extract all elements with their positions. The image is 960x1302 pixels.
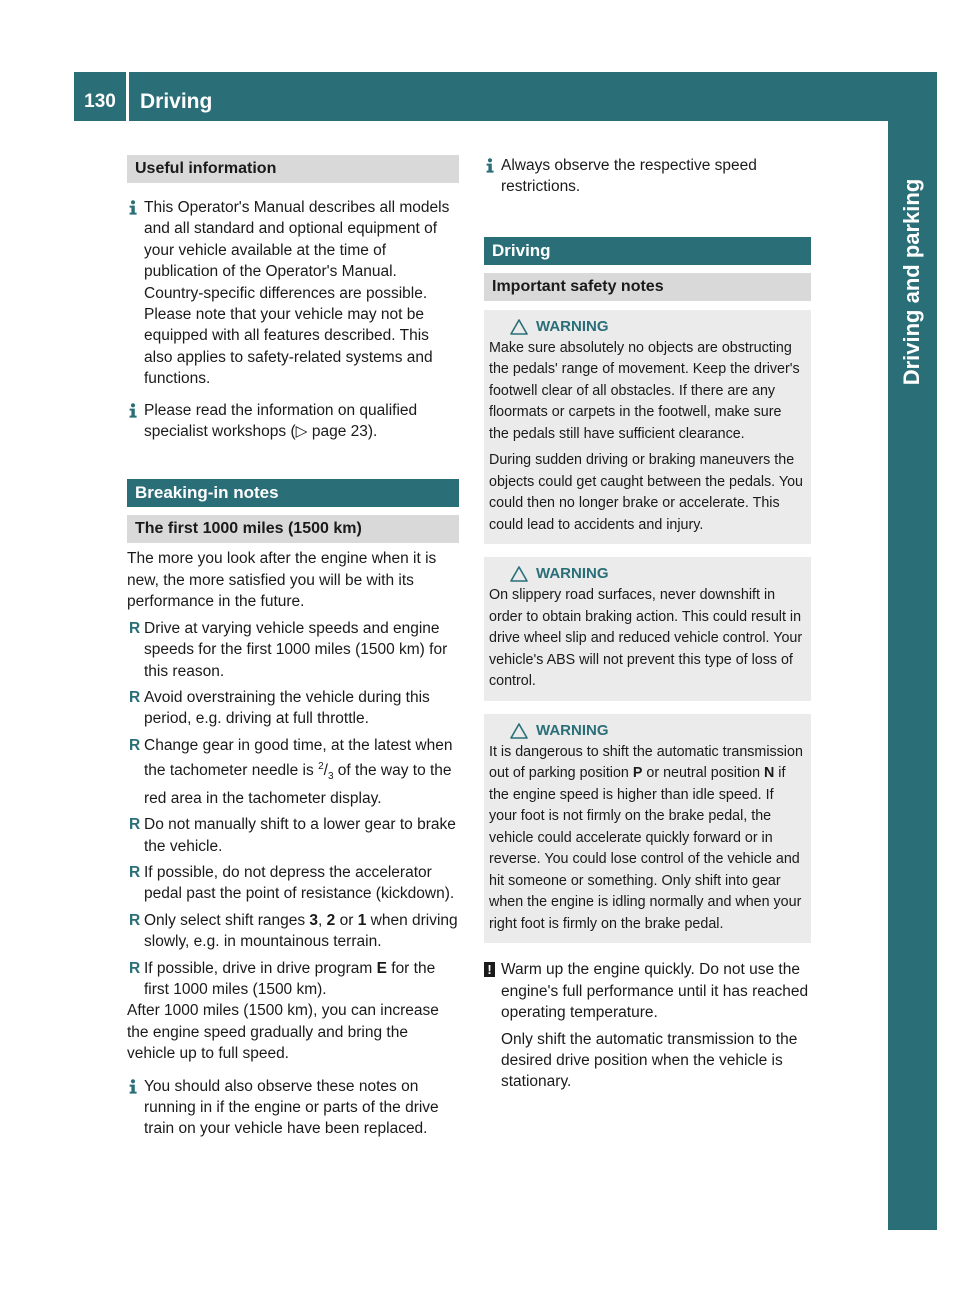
- warning-text: On slippery road surfaces, never downshift in order to obtain braking action. This could result in drive wheel slip and reduced vehicle control. Your vehicle's ABS will not prevent this type of loss of control.: [489, 587, 803, 690]
- breakin-intro: The more you look after the engine when it is new, the more satisfied you will be with its performance in the future.: [127, 550, 437, 611]
- breaking-in-heading: Breaking-in notes: [127, 479, 459, 507]
- warning-box-shifting: [484, 714, 811, 944]
- warning-box-pedals: [484, 310, 811, 545]
- list-item-text: If possible, do not depress the accelerator pedal past the point of resistance (kickdown).: [144, 864, 455, 903]
- warning-text: Make sure absolutely no objects are obstructing the pedals' range of movement. Keep the driver's footwell clear of all obstacles. If there are any floormats or carpets in the footwell, make sure the pedals still have sufficient clearance.: [489, 339, 800, 442]
- info-note-workshops-text: Please read the information on qualified specialist workshops (▷ page 23).: [144, 401, 418, 441]
- safety-notes-heading: Important safety notes: [484, 273, 811, 301]
- list-item-text: Avoid overstraining the vehicle during this period, e.g. driving at full throttle.: [144, 688, 430, 728]
- warning-triangle-icon: [510, 723, 528, 739]
- info-note-speed-text: Always observe the respective speed restrictions.: [501, 157, 757, 196]
- list-item: R Drive at varying vehicle speeds and engine speeds for the first 1000 miles (1500 km) for this reason.: [129, 619, 448, 680]
- list-item: R Only select shift ranges 3, 2 or 1 when driving slowly, e.g. in mountainous terrain.: [129, 911, 458, 951]
- notice-text: Warm up the engine quickly. Do not use the engine's full performance until it has reached operating temperature.: [501, 961, 809, 1022]
- warning-label: WARNING: [536, 565, 609, 583]
- info-note-replaced-parts-text: You should also observe these notes on running in if the engine or parts of the drive train on your vehicle have been replaced.: [144, 1077, 439, 1138]
- info-note-replaced-parts: [127, 1076, 459, 1140]
- side-tab-label-wrap: [888, 72, 937, 492]
- right-column: [484, 150, 811, 1093]
- list-item-text: Only select shift ranges 3, 2 or 1 when driving slowly, e.g. in mountainous terrain.: [144, 911, 458, 951]
- info-note-manual: [127, 197, 459, 390]
- list-item: R Change gear in good time, at the latest when the tachometer needle is $^2/_3$ of the way to the red area in the tachometer display.: [129, 736, 453, 807]
- warning-label: WARNING: [536, 317, 609, 335]
- warning-header: [489, 563, 805, 585]
- first-miles-heading: The first 1000 miles (1500 km): [127, 515, 459, 543]
- warning-header: [489, 720, 805, 742]
- warning-triangle-icon: [510, 566, 528, 582]
- info-note-manual-text: This Operator's Manual describes all models and all standard and optional equipment of your vehicle available at the time of publication of the Operator's Manual. Country-specific differences are possible. Please note that your vehicle may not be equipped with all features described. This also applies to safety-related systems and functions.: [144, 199, 450, 388]
- page-number: 130: [84, 91, 116, 112]
- info-icon: [127, 200, 139, 215]
- info-icon: [484, 158, 496, 173]
- list-item-text: Drive at varying vehicle speeds and engine speeds for the first 1000 miles (1500 km) for this reason.: [144, 619, 448, 680]
- side-tab-label: Driving and parking: [899, 178, 924, 386]
- driving-heading: Driving: [484, 237, 811, 265]
- list-item: R Avoid overstraining the vehicle during this period, e.g. driving at full throttle.: [129, 688, 430, 728]
- warning-label: WARNING: [536, 721, 609, 739]
- warning-text: It is dangerous to shift the automatic transmission out of parking position P or neutral position N if the engine speed is higher than idle speed. If your foot is not firmly on the brake pedal, the vehicle could accelerate quickly forward or in reverse. You could lose control of the vehicle and hit someone or something. Only shift into gear when the engine is idling normally and when your right foot is firmly on the brake pedal.: [489, 743, 803, 932]
- info-note-workshops: [127, 400, 459, 443]
- info-icon: [127, 403, 139, 418]
- warning-header: [489, 316, 805, 338]
- list-item: R If possible, do not depress the accelerator pedal past the point of resistance (kickdown).: [129, 864, 455, 903]
- notice-warm-up: [484, 959, 811, 1092]
- list-item-text: Do not manually shift to a lower gear to brake the vehicle.: [144, 816, 456, 855]
- info-note-speed: [484, 155, 811, 198]
- list-item: R If possible, drive in drive program E for the first 1000 miles (1500 km).: [129, 959, 436, 999]
- notice-text: Only shift the automatic transmission to the desired drive position when the vehicle is stationary.: [501, 1030, 798, 1091]
- after-breakin-text: After 1000 miles (1500 km), you can increase the engine speed gradually and bring the vehicle up to full speed.: [127, 1002, 439, 1063]
- warning-text: During sudden driving or braking maneuvers the objects could get caught between the pedals. You could then no longer brake or accelerate. This could lead to accidents and injury.: [489, 452, 803, 533]
- warning-box-downshift: [484, 557, 811, 701]
- useful-info-heading: Useful information: [127, 155, 459, 183]
- list-item-text: Change gear in good time, at the latest when the tachometer needle is $^2/_3$ of the way to the red area in the tachometer display.: [144, 736, 453, 807]
- page-title: Driving: [140, 90, 213, 113]
- info-icon: [127, 1079, 139, 1094]
- list-item: R Do not manually shift to a lower gear to brake the vehicle.: [129, 816, 456, 855]
- notice-icon: !: [484, 962, 495, 977]
- list-item-text: If possible, drive in drive program E for the first 1000 miles (1500 km).: [144, 959, 436, 999]
- header-divider: [126, 72, 129, 121]
- left-column: [127, 150, 459, 1140]
- warning-triangle-icon: [510, 319, 528, 335]
